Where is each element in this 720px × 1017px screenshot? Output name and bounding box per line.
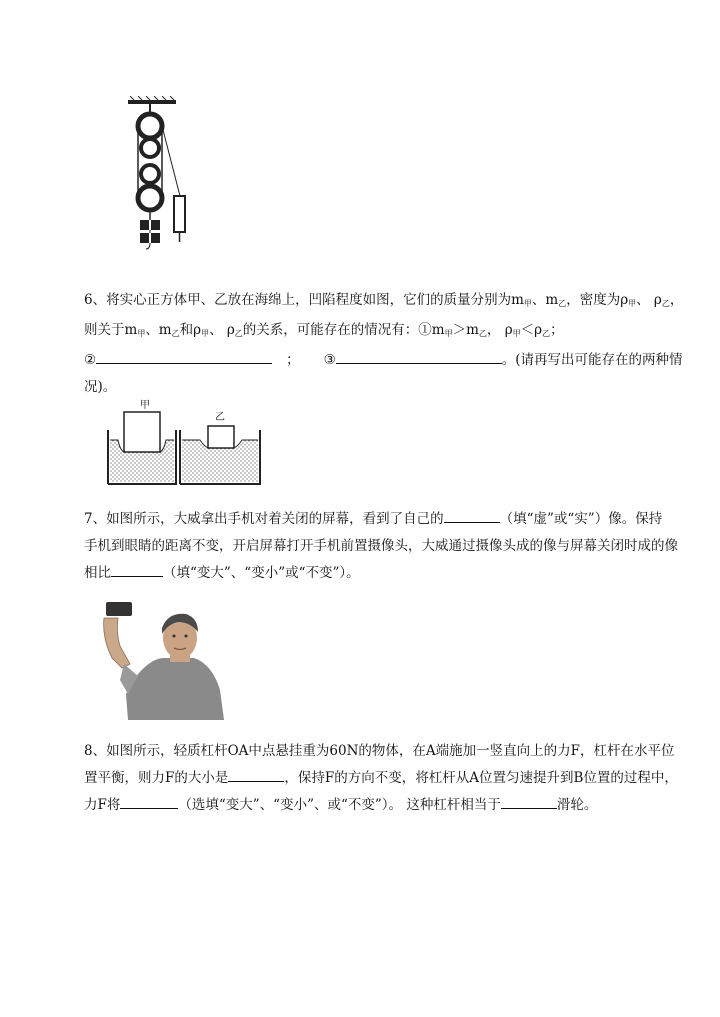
- question-8: [84, 738, 678, 819]
- sponge-figure: [100, 396, 270, 490]
- q8-answer-blank-3[interactable]: [501, 794, 557, 809]
- q6-line-end: ；: [550, 322, 564, 338]
- subscript-yi: 乙: [171, 329, 180, 338]
- subscript-jia: 甲: [628, 299, 637, 308]
- subscript-jia: 甲: [137, 329, 146, 338]
- q6-line2-text: 的关系，可能存在的情况有：①m: [242, 322, 445, 338]
- subscript-yi: 乙: [661, 299, 670, 308]
- q6-line1-text: 6、将实心正方体甲、乙放在海绵上，凹陷程度如图，它们的质量分别为m: [84, 292, 524, 308]
- q7-line1-text: 7、如图所示，大威拿出手机对着关闭的屏幕，看到了自己的: [84, 511, 444, 527]
- q7-answer-blank-1[interactable]: [444, 508, 500, 523]
- subscript-jia: 甲: [523, 299, 532, 308]
- q8-line2-tail: ，保持F的方向不变，将杠杆从A位置匀速提升到B位置的过程中，: [284, 770, 678, 786]
- q7-line1-tail: （填“虚”或“实”）像。保持: [499, 511, 663, 527]
- q6-sep: 、 ρ: [209, 322, 235, 338]
- q6-density-text: ，密度为ρ: [566, 292, 629, 308]
- q6-sep: ， ρ: [486, 322, 513, 338]
- pulley-figure: [120, 96, 200, 256]
- subscript-jia: 甲: [512, 329, 521, 338]
- q6-less: ＜ρ: [520, 322, 543, 338]
- q8-line3-text: 力F将: [84, 797, 121, 813]
- subscript-yi: 乙: [558, 299, 567, 308]
- question-6: [84, 287, 684, 401]
- q7-line2: 手机到眼睛的距离不变，开启屏幕打开手机前置摄像头，大威通过摄像头成的像与屏幕关闭时成的像: [84, 538, 678, 554]
- q6-item-2: ②: [84, 352, 97, 368]
- q6-sep: 、m: [531, 292, 559, 308]
- label-yi: 乙: [215, 412, 225, 423]
- subscript-jia: 甲: [444, 329, 453, 338]
- q7-answer-blank-2[interactable]: [111, 562, 163, 577]
- q6-answer-blank-2[interactable]: [96, 349, 272, 364]
- q6-line2-text: 则关于m: [84, 322, 138, 338]
- q8-answer-blank-1[interactable]: [228, 767, 284, 782]
- q6-answer-blank-3[interactable]: [336, 349, 502, 364]
- q8-line2-text: 置平衡，则力F的大小是: [84, 770, 229, 786]
- q7-line3-text: 相比: [84, 565, 111, 581]
- q6-sep: 、 ρ: [636, 292, 662, 308]
- q8-answer-blank-2[interactable]: [120, 794, 178, 809]
- q6-line-end: ，: [669, 292, 684, 308]
- q6-line3-tail: 。(请再写出可能存在的两种情: [501, 352, 683, 368]
- label-jia: 甲: [140, 400, 150, 411]
- q6-sep: 和ρ: [179, 322, 202, 338]
- subscript-yi: 乙: [478, 329, 487, 338]
- q8-line3-tail: 滑轮。: [556, 797, 598, 813]
- q6-line4: 况)。: [84, 379, 117, 395]
- q6-item-3: ③: [323, 352, 336, 368]
- subscript-yi: 乙: [542, 329, 551, 338]
- selfie-photo: [98, 598, 228, 720]
- subscript-yi: 乙: [234, 329, 243, 338]
- q8-line3-mid: （选填“变大”、“变小”、或“不变”）。 这种杠杆相当于: [178, 797, 501, 813]
- q6-greater: ＞m: [452, 322, 479, 338]
- q6-sep: 、m: [145, 322, 172, 338]
- q8-line1: 8、如图所示，轻质杠杆OA中点悬挂重为60N的物体，在A端施加一竖直向上的力F，杠杆在水平位: [84, 743, 675, 759]
- q6-semicolon: ；: [286, 352, 300, 368]
- question-7: [84, 506, 678, 587]
- q7-line3-tail: （填“变大”、“变小”或“不变”）。: [163, 565, 360, 581]
- subscript-jia: 甲: [201, 329, 210, 338]
